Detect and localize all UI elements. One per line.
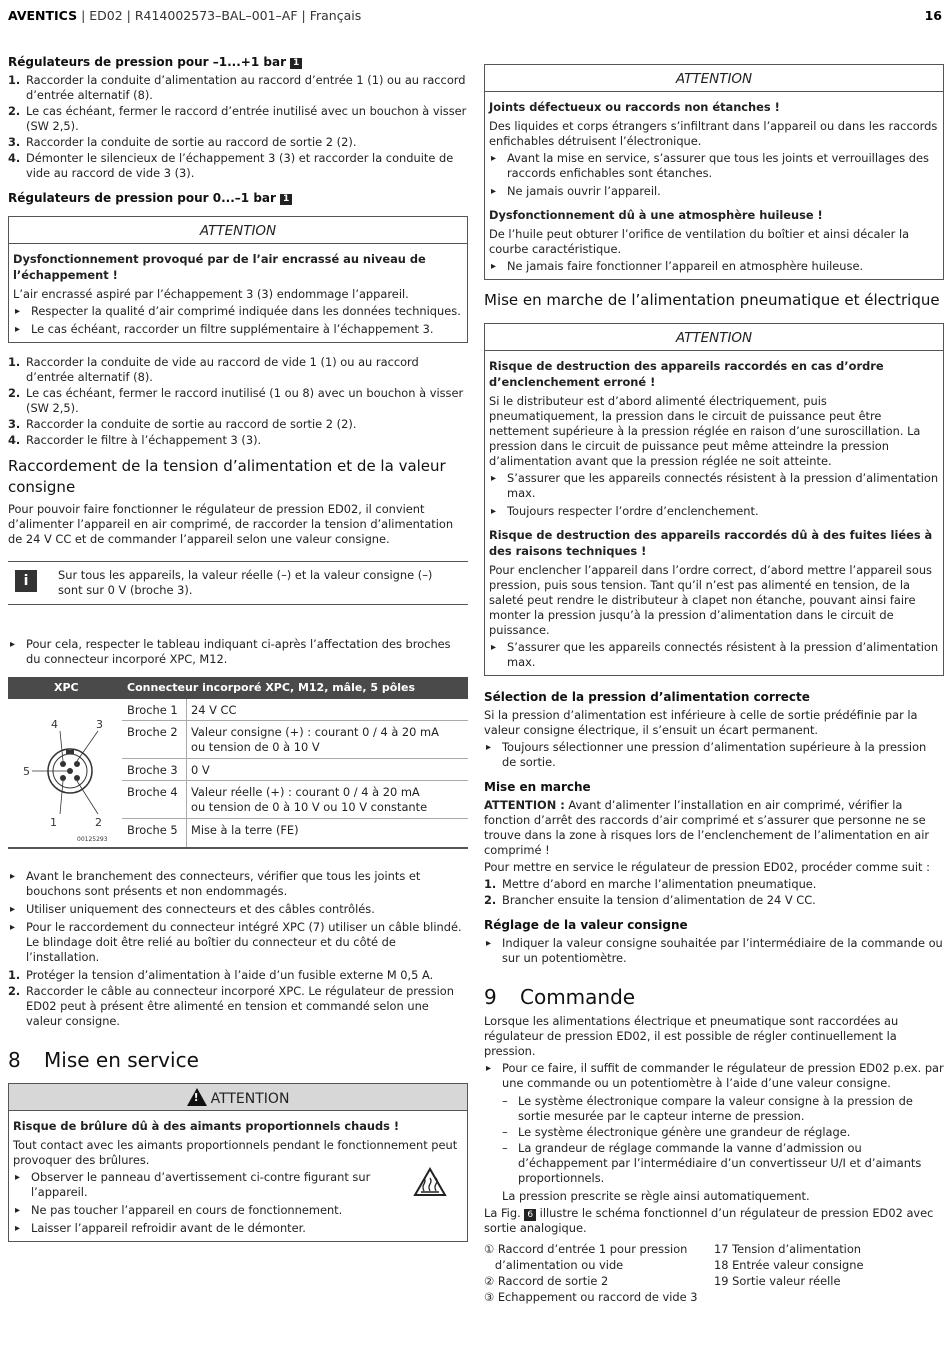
figure-tag: 1 bbox=[280, 194, 292, 205]
step-number: 2. bbox=[8, 104, 21, 118]
legend-left bbox=[484, 1242, 714, 1306]
chapter-title-9: 9 Commande bbox=[484, 985, 636, 1009]
section-title-pressure-regulators-1: Régulateurs de pression pour –1...+1 bar 1 bbox=[8, 55, 468, 70]
step-item bbox=[8, 968, 468, 983]
section-title-pressure-regulators-2: Régulateurs de pression pour 0...–1 bar 1 bbox=[8, 191, 468, 206]
paragraph: La pression prescrite se règle ainsi automatiquement. bbox=[502, 1189, 810, 1203]
pin-label-1: 1 bbox=[50, 816, 57, 829]
figure-code: 00125293 bbox=[77, 836, 108, 843]
attention-text: Pour enclencher l’appareil dans l’ordre correct, d’abord mettre l’appareil sous pression, puis sous tension. Tant qu’il n’est pas alimenté en tension, de la saleté peut rendre le distributeur à clapet non étanche, pouvant ainsi faire monter la pression jusqu’à la pression d’alimentation dans le circuit de puissance. bbox=[489, 563, 932, 637]
info-note bbox=[8, 561, 468, 605]
attention-title: Risque de brûlure dû à des aimants proportionnels chauds ! bbox=[13, 1119, 400, 1133]
figure-tag: 1 bbox=[290, 58, 302, 69]
column-header-xpc: XPC bbox=[54, 681, 79, 694]
step-number: 2. bbox=[8, 984, 21, 998]
step-text: Raccorder le filtre à l’échappement 3 (3). bbox=[26, 433, 262, 447]
list-item: ▸ Ne jamais ouvrir l’appareil. bbox=[489, 184, 939, 199]
step-item bbox=[8, 386, 468, 416]
step-text: Raccorder la conduite de vide au raccord de vide 1 (1) ou au raccord d’entrée alternatif (8). bbox=[26, 355, 419, 384]
step-item bbox=[8, 984, 468, 1029]
pin-name: Broche 1 bbox=[127, 703, 178, 717]
left-column bbox=[8, 55, 468, 1250]
attention-heading: ATTENTION bbox=[485, 324, 943, 351]
info-icon: i bbox=[15, 570, 37, 592]
legend-item: d’alimentation ou vide bbox=[484, 1258, 624, 1272]
step-text: Protéger la tension d’alimentation à l’aide d’un fusible externe M 0,5 A. bbox=[26, 968, 434, 982]
page-number: 16 bbox=[924, 8, 942, 23]
table-row bbox=[122, 759, 468, 781]
table-row bbox=[122, 781, 468, 819]
attention-items bbox=[489, 471, 939, 519]
paragraph: Pour pouvoir faire fonctionner le régulateur de pression ED02, il convient d’alimenter l’appareil en air comprimé, de raccorder la tension d’alimentation de 24 V CC et de commander l’appareil selon une valeur consigne. bbox=[8, 502, 454, 546]
legend-item: ② Raccord de sortie 2 bbox=[484, 1274, 609, 1288]
step-text: Le cas échéant, fermer le raccord d’entrée inutilisé avec un bouchon à visser (SW 2,5). bbox=[26, 104, 467, 133]
table-header bbox=[8, 677, 468, 699]
pin-label-3: 3 bbox=[96, 718, 103, 731]
dash-list bbox=[502, 1094, 944, 1186]
step-number: 3. bbox=[8, 417, 21, 431]
figure-tag: 6 bbox=[524, 1209, 536, 1221]
step-number: 4. bbox=[8, 151, 21, 165]
attention-box-switch-order bbox=[484, 323, 944, 676]
attention-title: Risque de destruction des appareils raccordés dû à des fuites liées à des raisons techniques ! bbox=[489, 528, 933, 558]
hot-surface-icon bbox=[413, 1167, 447, 1197]
legend-right bbox=[714, 1242, 944, 1306]
attention-title: Joints défectueux ou raccords non étanches ! bbox=[489, 100, 780, 114]
step-item bbox=[8, 355, 468, 385]
pin-label-4: 4 bbox=[51, 718, 58, 731]
doc-reference: | ED02 | R414002573–BAL–001–AF | Français bbox=[77, 8, 362, 23]
section-title-switch-on: Mise en marche bbox=[484, 780, 591, 794]
attention-items bbox=[489, 640, 939, 670]
bullet-list bbox=[484, 1061, 944, 1091]
step-text: Raccorder la conduite d’alimentation au raccord d’entrée 1 (1) ou au raccord d’entrée alternatif (8). bbox=[26, 73, 466, 102]
step-item bbox=[8, 151, 468, 181]
legend-item: 19 Sortie valeur réelle bbox=[714, 1274, 841, 1288]
bullet-list bbox=[484, 936, 944, 966]
section-title-power-connection: Raccordement de la tension d’alimentation et de la valeur consigne bbox=[8, 457, 446, 496]
legend-item: 18 Entrée valeur consigne bbox=[714, 1258, 864, 1272]
attention-items bbox=[489, 259, 939, 274]
step-text: Le cas échéant, fermer le raccord inutilisé (1 ou 8) avec un bouchon à visser (SW 2,5). bbox=[26, 386, 464, 415]
pin-description: Valeur réelle (+) : courant 0 / 4 à 20 mA ou tension de 0 à 10 V ou 10 V constante bbox=[191, 785, 428, 814]
list-item: ▸ Toujours sélectionner une pression d’alimentation supérieure à la pression de sortie. bbox=[484, 740, 944, 770]
attention-text: Tout contact avec les aimants proportionnels pendant le fonctionnement peut provoquer des brûlures. bbox=[13, 1138, 458, 1167]
step-text: Démonter le silencieux de l’échappement 3 (3) et raccorder la conduite de vide au raccord de vide 3 (3). bbox=[26, 151, 454, 180]
step-number: 3. bbox=[8, 135, 21, 149]
pin-assignment-table bbox=[8, 677, 468, 849]
chapter-title-8: 8 Mise en service bbox=[8, 1048, 199, 1072]
list-item: ▸ S’assurer que les appareils connectés résistent à la pression d’alimentation max. bbox=[489, 640, 939, 670]
legend-item: 17 Tension d’alimentation bbox=[714, 1242, 862, 1256]
page-header bbox=[8, 8, 942, 26]
attention-text: Si le distributeur est d’abord alimenté électriquement, puis pneumatiquement, la pression dans le circuit de puissance peut être nettement supérieure à la pression réglée en raison d’une suroscillation. La pression dans le circuit de puissance peut même atteindre la pression d’alimentation avant que la pression réglée ne soit atteinte. bbox=[489, 394, 921, 468]
steps-list bbox=[8, 355, 468, 448]
attention-heading: ATTENTION bbox=[485, 65, 943, 92]
list-item: ▸ S’assurer que les appareils connectés résistent à la pression d’alimentation max. bbox=[489, 471, 939, 501]
step-item bbox=[8, 433, 468, 448]
attention-heading: !ATTENTION bbox=[9, 1084, 467, 1111]
attention-text: De l’huile peut obturer l’orifice de ventilation du boîtier et ainsi décaler la courbe caractéristique. bbox=[489, 227, 910, 256]
list-item: ▸ Observer le panneau d’avertissement ci-contre figurant sur l’appareil. bbox=[13, 1170, 403, 1200]
warning-triangle-icon bbox=[187, 1088, 207, 1106]
table-row bbox=[122, 819, 468, 847]
list-item: ▸ Avant le branchement des connecteurs, vérifier que tous les joints et bouchons sont présents et non endommagés. bbox=[8, 869, 468, 899]
step-item bbox=[8, 135, 468, 150]
right-column bbox=[484, 64, 944, 1306]
attention-items bbox=[13, 1170, 463, 1236]
step-number: 1. bbox=[8, 73, 21, 87]
section-title-setpoint: Réglage de la valeur consigne bbox=[484, 918, 688, 932]
connector-pinout-diagram bbox=[8, 699, 122, 847]
brand-name: AVENTICS bbox=[8, 8, 78, 23]
steps-list bbox=[8, 73, 468, 181]
column-header-connector: Connecteur incorporé XPC, M12, mâle, 5 pôles bbox=[127, 681, 416, 694]
section-title-startup: Mise en marche de l’alimentation pneumatique et électrique bbox=[484, 291, 940, 309]
pin-name: Broche 4 bbox=[127, 785, 178, 799]
step-number: 1. bbox=[8, 968, 21, 982]
step-number: 1. bbox=[484, 877, 497, 891]
attention-items bbox=[13, 304, 463, 337]
pin-label-5: 5 bbox=[23, 765, 30, 778]
attention-box-hot-magnets bbox=[8, 1083, 468, 1242]
list-item: ▸ Le cas échéant, raccorder un filtre supplémentaire à l’échappement 3. bbox=[13, 322, 463, 337]
bullet-list bbox=[8, 869, 468, 965]
list-item: ▸ Respecter la qualité d’air comprimé indiquée dans les données techniques. bbox=[13, 304, 463, 319]
pin-label-2: 2 bbox=[95, 816, 102, 829]
attention-heading: ATTENTION bbox=[9, 217, 467, 244]
step-item bbox=[8, 104, 468, 134]
pin-name: Broche 2 bbox=[127, 725, 178, 739]
step-text: Raccorder la conduite de sortie au raccord de sortie 2 (2). bbox=[26, 135, 357, 149]
attention-title: Risque de destruction des appareils raccordés en cas d’ordre d’enclenchement erroné ! bbox=[489, 359, 884, 389]
list-item: ▸ Avant la mise en service, s’assurer que tous les joints et verrouillages des raccords enfichables sont étanches. bbox=[489, 151, 939, 181]
pin-description: 0 V bbox=[191, 763, 210, 777]
attention-box-dirty-air bbox=[8, 216, 468, 343]
steps-list bbox=[8, 968, 468, 1029]
pin-description: Valeur consigne (+) : courant 0 / 4 à 20 mA ou tension de 0 à 10 V bbox=[191, 725, 439, 754]
attention-text: Des liquides et corps étrangers s’infiltrant dans l’appareil ou dans les raccords enfichables détruisent l’électronique. bbox=[489, 119, 938, 148]
list-item: ▸ Pour le raccordement du connecteur intégré XPC (7) utiliser un câble blindé. Le blindage doit être relié au boîtier du connecteur et du côté de l’installation. bbox=[8, 920, 468, 965]
table-row bbox=[122, 721, 468, 759]
info-text: Sur tous les appareils, la valeur réelle (–) et la valeur consigne (–) sont sur 0 V (broche 3). bbox=[58, 568, 433, 597]
step-number: 2. bbox=[484, 893, 497, 907]
paragraph: Lorsque les alimentations électrique et pneumatique sont raccordées au régulateur de pression ED02, il est possible de régler continuellement la pression. bbox=[484, 1014, 899, 1058]
attention-box-seals bbox=[484, 64, 944, 280]
step-item bbox=[484, 877, 944, 892]
dash-item: – La grandeur de réglage commande la vanne d’admission ou d’échappement par l’intermédiaire d’un convertisseur U/I et d’aimants proportionnels. bbox=[502, 1141, 944, 1186]
pin-name: Broche 3 bbox=[127, 763, 178, 777]
step-number: 2. bbox=[8, 386, 21, 400]
step-item bbox=[8, 417, 468, 432]
list-item: ▸ Toujours respecter l’ordre d’enclenchement. bbox=[489, 504, 939, 519]
step-item bbox=[484, 893, 944, 908]
steps-list bbox=[484, 877, 944, 908]
legend-item: ① Raccord d’entrée 1 pour pression bbox=[484, 1242, 688, 1256]
pin-description: 24 V CC bbox=[191, 703, 237, 717]
step-text: Raccorder le câble au connecteur incorporé XPC. Le régulateur de pression ED02 peut à présent être alimenté en tension et commandé selon une valeur consigne. bbox=[26, 984, 454, 1028]
paragraph: Si la pression d’alimentation est inférieure à celle de sortie prédéfinie par la valeur consigne électrique, il s’ensuit un écart permanent. bbox=[484, 708, 918, 737]
step-number: 1. bbox=[8, 355, 21, 369]
step-text: Raccorder la conduite de sortie au raccord de sortie 2 (2). bbox=[26, 417, 357, 431]
step-text: Mettre d’abord en marche l’alimentation pneumatique. bbox=[502, 877, 817, 891]
figure-legend bbox=[484, 1242, 944, 1306]
dash-item: – Le système électronique compare la valeur consigne à la pression de sortie mesurée par le capteur interne de pression. bbox=[502, 1094, 944, 1124]
dash-item: – Le système électronique génère une grandeur de réglage. bbox=[502, 1125, 944, 1140]
attention-items bbox=[489, 151, 939, 199]
step-text: Brancher ensuite la tension d’alimentation de 24 V CC. bbox=[502, 893, 816, 907]
list-item: ▸ Ne jamais faire fonctionner l’appareil en atmosphère huileuse. bbox=[489, 259, 939, 274]
list-item: ▸ Utiliser uniquement des connecteurs et des câbles contrôlés. bbox=[8, 902, 468, 917]
attention-title: Dysfonctionnement provoqué par de l’air encrassé au niveau de l’échappement ! bbox=[13, 252, 426, 282]
legend-item: ③ Echappement ou raccord de vide 3 bbox=[484, 1290, 698, 1304]
list-item: ▸ Pour cela, respecter le tableau indiquant ci-après l’affectation des broches du connecteur incorporé XPC, M12. bbox=[8, 637, 468, 667]
list-item: ▸ Ne pas toucher l’appareil en cours de fonctionnement. bbox=[13, 1203, 403, 1218]
attention-title: Dysfonctionnement dû à une atmosphère huileuse ! bbox=[489, 208, 823, 222]
list-item: ▸ Laisser l’appareil refroidir avant de le démonter. bbox=[13, 1221, 403, 1236]
figure-reference: La Fig. 6 illustre le schéma fonctionnel d’un régulateur de pression ED02 avec sortie analogique. bbox=[484, 1206, 934, 1235]
attention-text: L’air encrassé aspiré par l’échappement 3 (3) endommage l’appareil. bbox=[13, 287, 409, 301]
step-number: 4. bbox=[8, 433, 21, 447]
step-item bbox=[8, 73, 468, 103]
paragraph: Pour mettre en service le régulateur de pression ED02, procéder comme suit : bbox=[484, 860, 930, 874]
list-item: ▸ Pour ce faire, il suffit de commander le régulateur de pression ED02 p.ex. par une commande ou un potentiomètre à l’aide d’une valeur consigne. bbox=[484, 1061, 944, 1091]
table-row bbox=[122, 699, 468, 721]
pin-description: Mise à la terre (FE) bbox=[191, 823, 299, 837]
bullet-list bbox=[8, 637, 468, 667]
pin-name: Broche 5 bbox=[127, 823, 178, 837]
list-item: ▸ Indiquer la valeur consigne souhaitée par l’intermédiaire de la commande ou sur un potentiomètre. bbox=[484, 936, 944, 966]
section-title-supply-pressure: Sélection de la pression d’alimentation correcte bbox=[484, 690, 810, 704]
bullet-list bbox=[484, 740, 944, 770]
paragraph: ATTENTION : Avant d’alimenter l’installation en air comprimé, vérifier la fonction d’arrêt des raccords d’air comprimé et s’assurer que personne ne se trouve dans la zone à risques lors de l’enclenchement de l’alimentation en air comprimé ! bbox=[484, 798, 930, 857]
